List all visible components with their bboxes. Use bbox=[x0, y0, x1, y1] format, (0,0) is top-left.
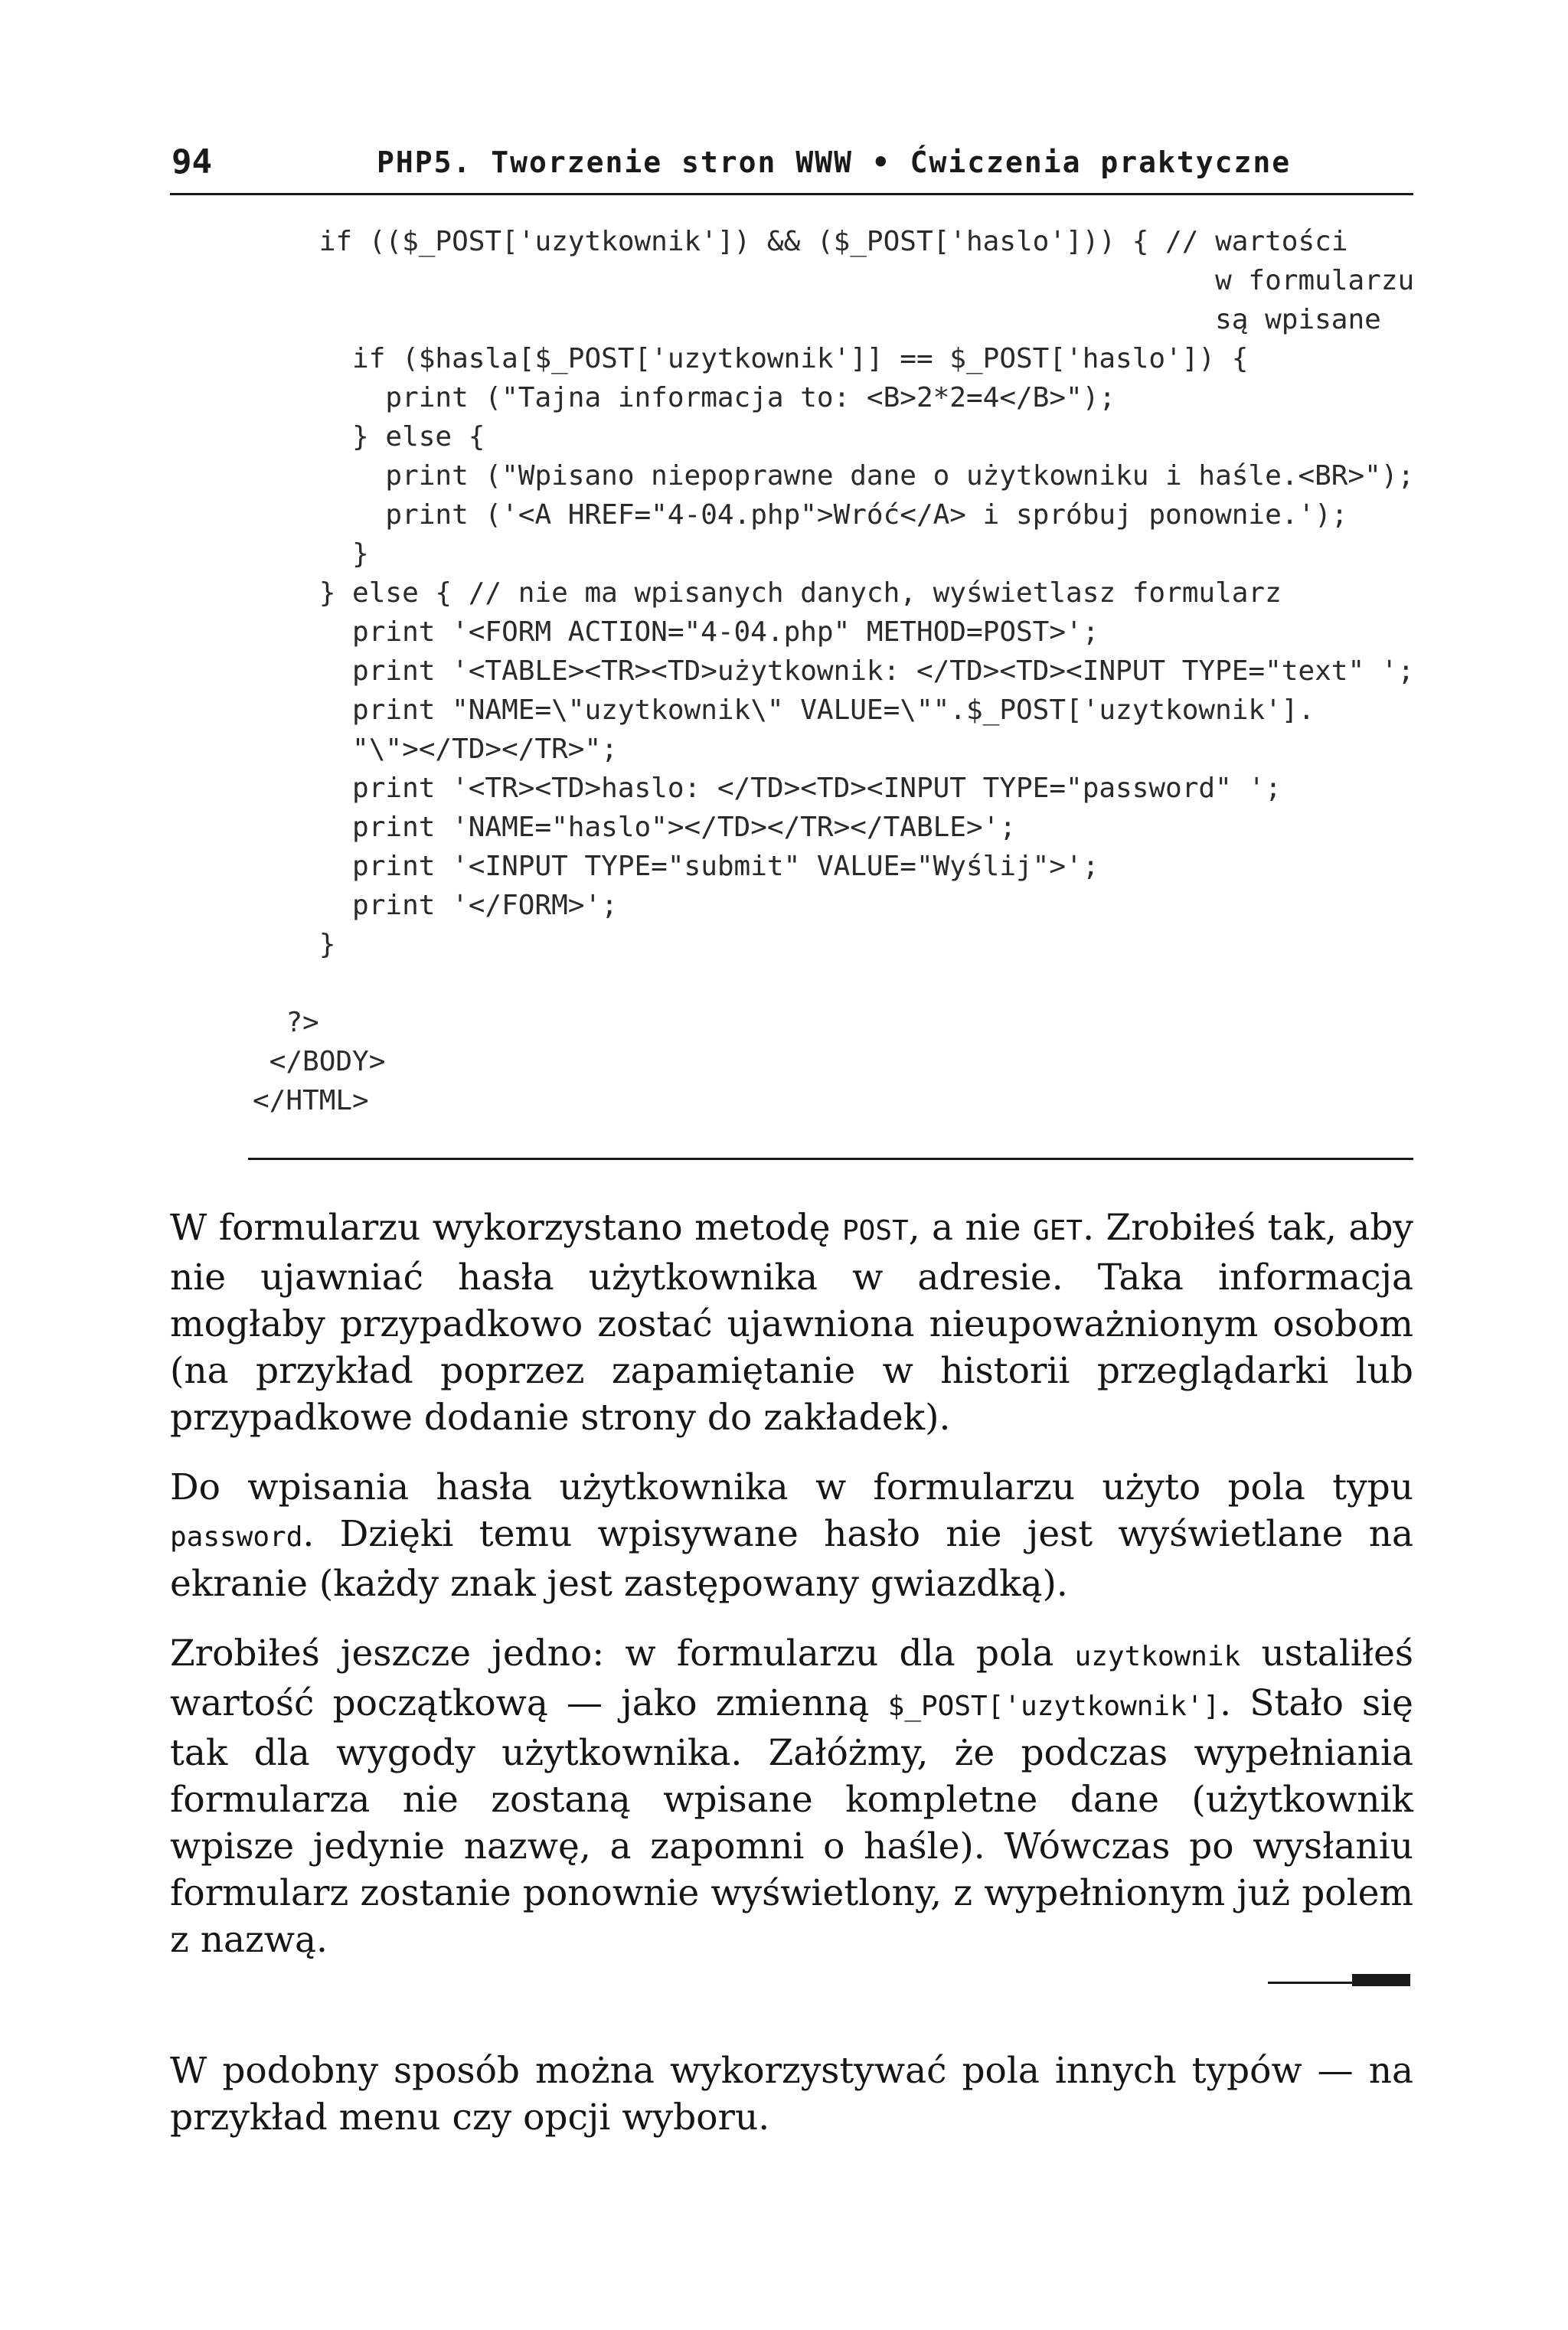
inline-code-get: GET bbox=[1033, 1215, 1083, 1247]
inline-code-post: POST bbox=[841, 1215, 909, 1247]
page-number: 94 bbox=[172, 142, 212, 181]
code-line: "\"></TD></TR>"; bbox=[253, 734, 618, 765]
code-line: print '<FORM ACTION="4-04.php" METHOD=POST>'; bbox=[253, 616, 1099, 648]
code-line: print 'NAME="haslo"></TD></TR></TABLE>'; bbox=[253, 812, 1016, 843]
code-line: w formularzu bbox=[253, 265, 1415, 296]
code-line: if (($_POST['uzytkownik']) && ($_POST['haslo'])) { // wartości bbox=[253, 226, 1348, 257]
running-title: PHP5. Tworzenie stron WWW • Ćwiczenia praktyczne bbox=[377, 145, 1292, 179]
code-line: </BODY> bbox=[253, 1046, 386, 1077]
code-line: są wpisane bbox=[253, 304, 1381, 335]
code-line: } bbox=[253, 929, 336, 960]
exercise-end-mark bbox=[170, 1969, 1413, 1992]
paragraph-other-fields: W podobny sposób można wykorzystywać pola innych typów — na przykład menu czy opcji wyboru. bbox=[170, 2050, 1413, 2139]
code-line: print '<TR><TD>haslo: </TD><TD><INPUT TYPE="password" '; bbox=[253, 773, 1282, 804]
code-line: } else { // nie ma wpisanych danych, wyświetlasz formularz bbox=[253, 577, 1282, 609]
code-line: print '</FORM>'; bbox=[253, 890, 618, 921]
inline-code-post-uzytkownik: $_POST['uzytkownik'] bbox=[887, 1691, 1220, 1722]
code-line: print '<TABLE><TR><TD>użytkownik: </TD><TD><INPUT TYPE="text" '; bbox=[253, 655, 1415, 687]
paragraph-initial-value: Zrobiłeś jeszcze jedno: w formularzu dla pola uzytkownik ustaliłeś wartość początkową — jako zmienną $_POST['uzytkownik']. Stało się tak dla wygody użytkownika. Załóżmy, że podczas wypełniania formularza nie zostaną wpisane kompletne dane (użytkownik wpisze jedynie nazwę, a zapomni o haśle). Wówczas po wysłaniu formularz zostanie ponownie wyświetlony, z wypełnionym już polem z nazwą. bbox=[170, 1632, 1413, 1961]
body-text bbox=[170, 1204, 1413, 2164]
code-line: } bbox=[253, 538, 369, 570]
paragraph-post-method: W formularzu wykorzystano metodę POST, a nie GET. Zrobiłeś tak, aby nie ujawniać hasła użytkownika w adresie. Taka informacja mogłaby przypadkowo zostać ujawniona nieupoważnionym osobom (na przykład poprzez zapamiętanie w historii przeglądarki lub przypadkowe dodanie strony do zakładek). bbox=[170, 1207, 1413, 1439]
code-listing bbox=[253, 222, 1414, 1120]
paragraph-password-field: Do wpisania hasła użytkownika w formularzu użyto pola typu password. Dzięki temu wpisywane hasło nie jest wyświetlane na ekranie (każdy znak jest zastępowany gwiazdką). bbox=[170, 1466, 1413, 1605]
code-line: print ('<A HREF="4-04.php">Wróć</A> i spróbuj ponownie.'); bbox=[253, 499, 1348, 531]
code-line: print "NAME=\"uzytkownik\" VALUE=\"".$_POST['uzytkownik']. bbox=[253, 694, 1315, 726]
page-header bbox=[170, 141, 1413, 195]
code-line: ?> bbox=[253, 1007, 319, 1038]
code-line: print ("Tajna informacja to: <B>2*2=4</B>"); bbox=[253, 382, 1116, 413]
inline-code-uzytkownik: uzytkownik bbox=[1074, 1641, 1241, 1672]
code-line bbox=[253, 964, 1414, 1003]
code-line: } else { bbox=[253, 421, 485, 453]
code-line: if ($hasla[$_POST['uzytkownik']] == $_POST['haslo']) { bbox=[253, 343, 1249, 374]
code-line: print ("Wpisano niepoprawne dane o użytkowniku i haśle.<BR>"); bbox=[253, 460, 1415, 492]
code-line: </HTML> bbox=[253, 1085, 369, 1116]
code-line: print '<INPUT TYPE="submit" VALUE="Wyślij">'; bbox=[253, 851, 1099, 882]
code-end-rule bbox=[248, 1158, 1413, 1160]
inline-code-password: password bbox=[170, 1521, 303, 1553]
